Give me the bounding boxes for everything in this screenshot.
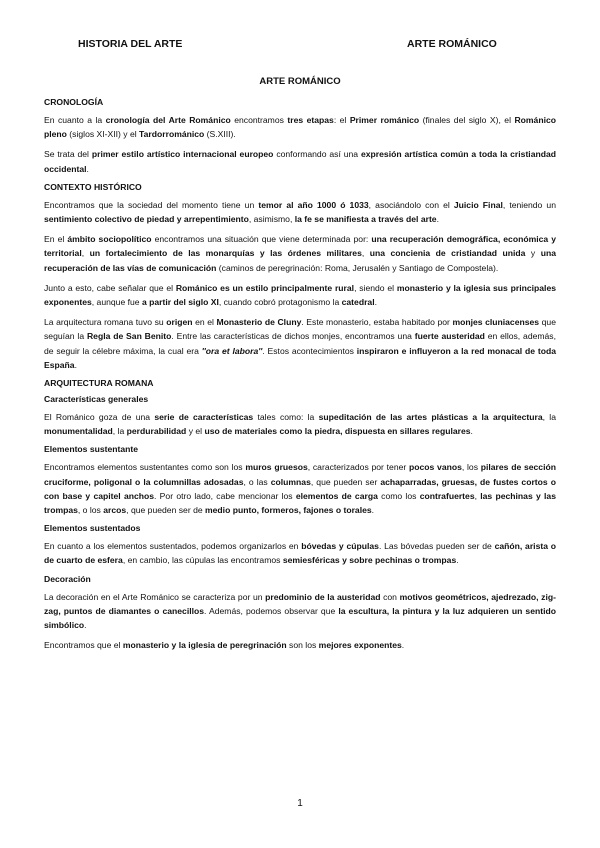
text-run: . <box>401 640 405 651</box>
paragraph <box>44 232 556 275</box>
text-run: La decoración en el Arte Románico se caracteriza por un <box>44 591 266 602</box>
text-run: , aunque fue <box>91 297 142 308</box>
bold-text-run: ''ora et labora'' <box>201 345 263 356</box>
bold-text-run: serie de características <box>154 412 254 423</box>
bold-text-run: Primer románico <box>349 115 420 125</box>
bold-text-run: Románico es un estilo principalmente rural <box>175 282 355 293</box>
text-run: , la <box>112 426 127 437</box>
text-run: . <box>84 620 87 631</box>
bold-text-run: motivos geométricos, ajedrezado, zig-zag, puntos de diamantes o canecillos <box>44 591 556 616</box>
text-run: Se trata del <box>44 149 92 160</box>
paragraph <box>44 315 556 372</box>
bold-text-run: la fe se manifiesta a través del arte <box>294 214 437 225</box>
text-run: En cuanto a la <box>44 115 106 125</box>
text-run: . Este monasterio, estaba habitado por <box>301 317 453 328</box>
text-run: . Las bóvedas pueden ser de <box>378 541 495 552</box>
section-heading: Características generales <box>44 394 149 405</box>
sections-container <box>44 97 556 652</box>
text-run: y <box>525 248 541 259</box>
text-run: . <box>436 214 439 225</box>
text-run: , la <box>542 412 556 423</box>
bold-text-run: Juicio Final <box>453 199 503 210</box>
bold-text-run: columnas <box>270 476 311 487</box>
text-run: , caracterizados por tener <box>307 462 409 473</box>
bold-text-run: las pechinas y las trompas <box>44 490 556 516</box>
bold-text-run: tres etapas <box>287 115 334 125</box>
text-run: , cuando cobró protagonismo la <box>218 297 342 308</box>
section-heading: Elementos sustentante <box>44 444 139 455</box>
bold-text-run: una concienia de cristiandad unida <box>369 248 526 259</box>
text-run: , <box>361 248 370 259</box>
bold-text-run: Monasterio de Cluny <box>216 317 302 328</box>
paragraph <box>44 590 556 633</box>
bold-text-run: bóvedas y cúpulas <box>301 541 379 552</box>
bold-text-run: arcos <box>103 505 127 516</box>
text-run: Encontramos que la sociedad del momento tiene un <box>44 199 259 210</box>
bold-text-run: semiesféricas y sobre pechinas o trompas <box>282 555 457 566</box>
paragraph <box>44 539 556 567</box>
bold-text-run: sentimiento colectivo de piedad y arrepentimiento <box>44 214 249 225</box>
bold-text-run: inspiraron e influyeron a la red monacal de toda España <box>44 345 556 370</box>
section-heading: CONTEXTO HISTÓRICO <box>44 181 142 192</box>
bold-text-run: predominio de la austeridad <box>265 591 381 602</box>
bold-text-run: monumentalidad <box>44 426 113 437</box>
paragraph <box>44 460 556 517</box>
section-heading: ARQUITECTURA ROMANA <box>44 378 154 389</box>
text-run: : el <box>333 115 350 125</box>
text-run: , los <box>461 462 481 473</box>
bold-text-run: origen <box>166 317 193 328</box>
bold-text-run: Regla de San Benito <box>86 331 172 342</box>
text-run: , que pueden ser de <box>126 505 206 516</box>
header-course-title: HISTORIA DEL ARTE <box>78 38 183 50</box>
text-run: En cuanto a los elementos sustentados, podemos organizarlos en <box>44 541 302 552</box>
bold-text-run: mejores exponentes <box>318 640 402 651</box>
bold-text-run: cañón, arista o de cuarto de esfera <box>44 541 557 566</box>
text-run: El Románico goza de una <box>44 412 155 423</box>
bold-text-run: una recuperación de las vías de comunicación <box>44 248 557 273</box>
text-run: son los <box>286 640 319 651</box>
bold-text-run: un fortalecimiento de las monarquías y las órdenes militares <box>89 248 362 259</box>
bold-text-run: medio punto, formeros, fajones o torales <box>205 505 372 516</box>
text-run: encontramos una situación que viene determinada por: <box>151 234 372 245</box>
bold-text-run: primer estilo artístico internacional europeo <box>91 149 274 160</box>
bold-text-run: achaparradas, gruesas, de fustes cortos o con base y capitel anchos <box>44 476 556 501</box>
text-run: como los <box>377 490 420 501</box>
text-run: . <box>371 505 375 516</box>
paragraph <box>44 147 556 175</box>
section-heading: Decoración <box>44 573 91 584</box>
bold-text-run: elementos de carga <box>295 490 378 501</box>
text-run: . Además, podemos observar que <box>204 605 339 616</box>
text-run: en el <box>192 317 217 328</box>
bold-text-run: monasterio y la iglesia sus principales exponentes <box>44 282 556 308</box>
bold-text-run: cronología del Arte Románico <box>105 115 231 125</box>
text-run: , en cambio, las cúpulas las encontramos <box>122 555 283 566</box>
bold-text-run: supeditación de las artes plásticas a la arquitectura <box>318 412 543 423</box>
section-heading: Elementos sustentados <box>44 523 141 534</box>
bold-text-run: una recuperación demográfica, económica y territorial <box>44 234 557 259</box>
bold-text-run: catedral <box>341 297 375 308</box>
text-run: . <box>456 555 459 566</box>
paragraph <box>44 410 556 438</box>
text-run: . <box>74 359 77 370</box>
bold-text-run: Románico pleno <box>44 115 556 140</box>
text-run: (caminos de peregrinación: Roma, Jerusalén y Santiago de Compostela). <box>216 262 499 273</box>
paragraph <box>44 281 556 309</box>
text-run: , <box>474 490 481 501</box>
document-title: ARTE ROMÁNICO <box>259 76 341 87</box>
text-run: (S.XIII). <box>204 129 236 140</box>
page-number: 1 <box>297 798 303 809</box>
text-run: , que pueden ser <box>310 476 381 487</box>
text-run: y el <box>186 426 205 437</box>
bold-text-run: perdurabilidad <box>126 426 187 437</box>
bold-text-run: ámbito sociopolítico <box>67 234 152 245</box>
text-run: . Por otro lado, cabe mencionar los <box>154 490 296 501</box>
bold-text-run: la escultura, la pintura y la luz adquieren un sentido simbólico <box>44 605 556 631</box>
text-run: . <box>86 163 89 174</box>
bold-text-run: Tardorrománico <box>139 129 205 140</box>
bold-text-run: fuerte austeridad <box>414 331 485 342</box>
paragraph <box>44 198 556 226</box>
bold-text-run: contrafuertes <box>419 490 475 501</box>
text-run: . <box>374 297 377 308</box>
paragraph <box>44 638 556 652</box>
bold-text-run: muros gruesos <box>245 462 308 473</box>
text-run: encontramos <box>230 115 288 125</box>
bold-text-run: pocos vanos <box>409 462 462 473</box>
text-run: , asimismo, <box>248 214 295 225</box>
bold-text-run: uso de materiales como la piedra, dispuesta en sillares regulares <box>204 426 471 437</box>
bold-text-run: temor al año 1000 ó 1033 <box>258 199 369 210</box>
text-run: , teniendo un <box>502 199 556 210</box>
text-run: , asociándolo con el <box>368 199 454 210</box>
bold-text-run: expresión artística común a toda la cristiandad occidental <box>44 149 556 174</box>
text-run: . Estos acontecimientos <box>262 345 357 356</box>
text-run: que seguían la <box>44 317 556 342</box>
text-run: Encontramos elementos sustentantes como son los <box>44 462 246 473</box>
text-run: , <box>81 248 90 259</box>
text-run: En el <box>44 234 68 245</box>
text-run: . Entre las características de dichos monjes, encontramos una <box>171 331 415 342</box>
document-body <box>44 76 556 658</box>
text-run: Junto a esto, cabe señalar que el <box>44 282 176 293</box>
text-run: (finales del siglo X), el <box>419 115 515 125</box>
text-run: conformando así una <box>273 149 361 160</box>
bold-text-run: monjes cluniacenses <box>452 317 540 328</box>
text-run: , o los <box>77 505 104 516</box>
bold-text-run: monasterio y la iglesia de peregrinación <box>122 640 287 651</box>
paragraph <box>44 113 556 141</box>
text-run: , o las <box>243 476 271 487</box>
text-run: La arquitectura romana tuvo su <box>44 317 167 328</box>
text-run: Encontramos que el <box>44 640 123 651</box>
text-run: tales como: la <box>253 412 319 423</box>
bold-text-run: a partir del siglo XI <box>141 297 219 308</box>
bold-text-run: pilares de sección cruciforme, poligonal o la columnillas adosadas <box>44 462 556 487</box>
text-run: en ellos, además, de seguir la célebre máxima, la cual era <box>44 331 556 356</box>
text-run: (siglos XI-XII) y el <box>66 129 140 140</box>
section-heading: CRONOLOGÍA <box>44 97 104 107</box>
text-run: . <box>470 426 473 437</box>
text-run: con <box>380 591 400 602</box>
header-topic-title: ARTE ROMÁNICO <box>407 38 497 50</box>
text-run: , siendo el <box>354 282 397 293</box>
